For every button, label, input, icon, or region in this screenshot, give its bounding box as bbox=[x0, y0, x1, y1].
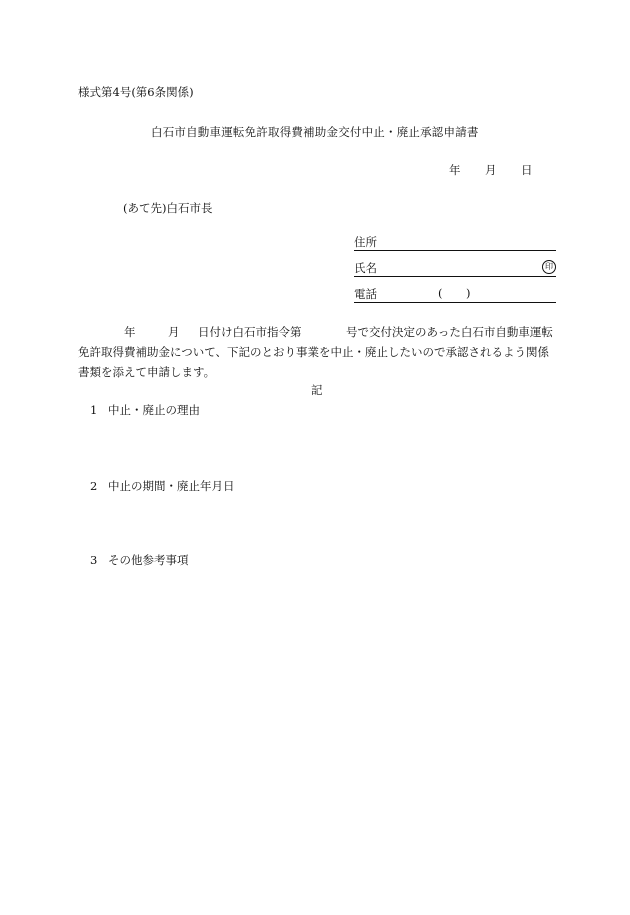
body-day-prefix: 日付け白石市指令第 bbox=[198, 325, 302, 339]
date-year: 年 bbox=[449, 163, 461, 177]
name-label: 氏名 bbox=[354, 261, 377, 275]
item-other bbox=[90, 552, 189, 568]
date-line bbox=[449, 162, 533, 178]
address-field[interactable] bbox=[354, 234, 556, 251]
body-number-suffix: 号で交付決定のあった白石市自動車運転 bbox=[346, 325, 553, 339]
seal-mark: 印 bbox=[542, 260, 556, 274]
phone-field[interactable] bbox=[354, 286, 556, 303]
form-number: 様式第4号(第6条関係) bbox=[78, 85, 194, 99]
body-month: 月 bbox=[168, 325, 180, 339]
document-title: 白石市自動車運転免許取得費補助金交付中止・廃止承認申請書 bbox=[151, 125, 479, 139]
name-field[interactable] bbox=[354, 260, 556, 277]
item-number: 2 bbox=[90, 479, 98, 493]
item-label: その他参考事項 bbox=[108, 553, 189, 567]
phone-label: 電話 bbox=[354, 287, 377, 301]
addressee: (あて先)白石市長 bbox=[123, 201, 213, 215]
date-day: 日 bbox=[521, 163, 533, 177]
address-label: 住所 bbox=[354, 235, 377, 249]
body-rest: 免許取得費補助金について、下記のとおり事業を中止・廃止したいので承認されるよう関係書類を添えて申請します。 bbox=[78, 345, 550, 379]
item-number: 3 bbox=[90, 553, 98, 567]
item-period bbox=[90, 478, 235, 494]
ki-heading: 記 bbox=[311, 383, 323, 397]
item-number: 1 bbox=[90, 403, 98, 417]
item-label: 中止・廃止の理由 bbox=[108, 403, 200, 417]
item-reason bbox=[90, 402, 200, 418]
phone-area-code bbox=[438, 286, 471, 300]
phone-paren-open: ( bbox=[438, 286, 443, 300]
item-label: 中止の期間・廃止年月日 bbox=[108, 479, 235, 493]
phone-paren-close: ) bbox=[466, 286, 471, 300]
application-body bbox=[78, 322, 560, 382]
body-year: 年 bbox=[124, 325, 136, 339]
date-month: 月 bbox=[485, 163, 497, 177]
body-first-line bbox=[78, 322, 560, 342]
